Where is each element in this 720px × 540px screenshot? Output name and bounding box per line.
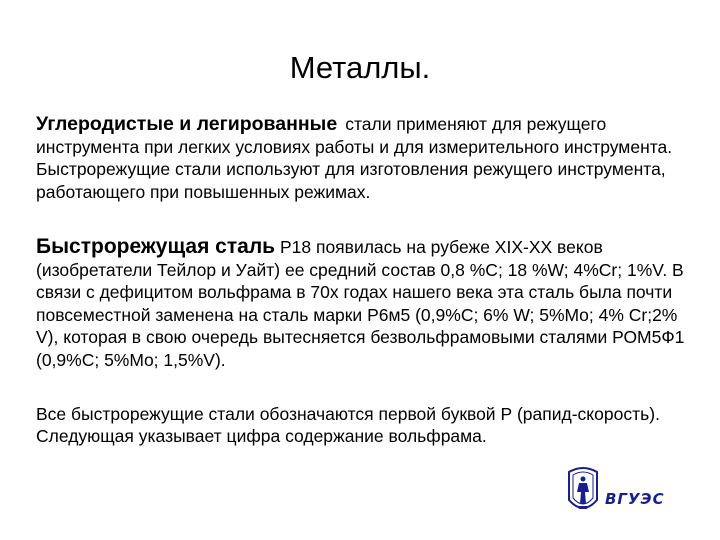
paragraph-designation xyxy=(36,403,686,447)
paragraph-carbon-steels xyxy=(36,113,686,203)
paragraph-high-speed-steel xyxy=(36,236,686,371)
university-emblem-icon xyxy=(565,462,601,518)
paragraph-lead: Быстрорежущая сталь xyxy=(36,235,276,258)
university-logo xyxy=(565,462,685,520)
paragraph-body: Все быстрорежущие стали обозначаются первой буквой Р (рапид-скорость). Следующая указывает цифра содержание вольфрама. xyxy=(36,404,660,446)
logo-text: ВГУЭС xyxy=(605,490,665,508)
paragraph-body: Р18 появилась на рубеже XIX-XX веков (изобретатели Тейлор и Уайт) ее средний состав 0,8 %С; 18 %W; 4%Cr; 1%V. В связи с дефицитом вольфрама в 70х годах нашего века эта сталь была почти повсеместной заменена на сталь марки Р6м5 (0,9%С; 6% W; 5%Mo; 4% Cr;2% V), которая в свою очередь вытесняется безвольфрамовыми сталями РОМ5Ф1 (0,9%С; 5%Mo; 1,5%V). xyxy=(36,237,685,370)
paragraph-lead: Углеродистые и легированные xyxy=(36,113,338,135)
paragraph-body: стали применяют для режущего инструмента при легких условиях работы и для измерительного инструмента. Быстрорежущие стали используют для изготовления режущего инструмента, работающего при повышенных режимах. xyxy=(36,114,673,202)
slide-title: Металлы. xyxy=(289,50,431,85)
